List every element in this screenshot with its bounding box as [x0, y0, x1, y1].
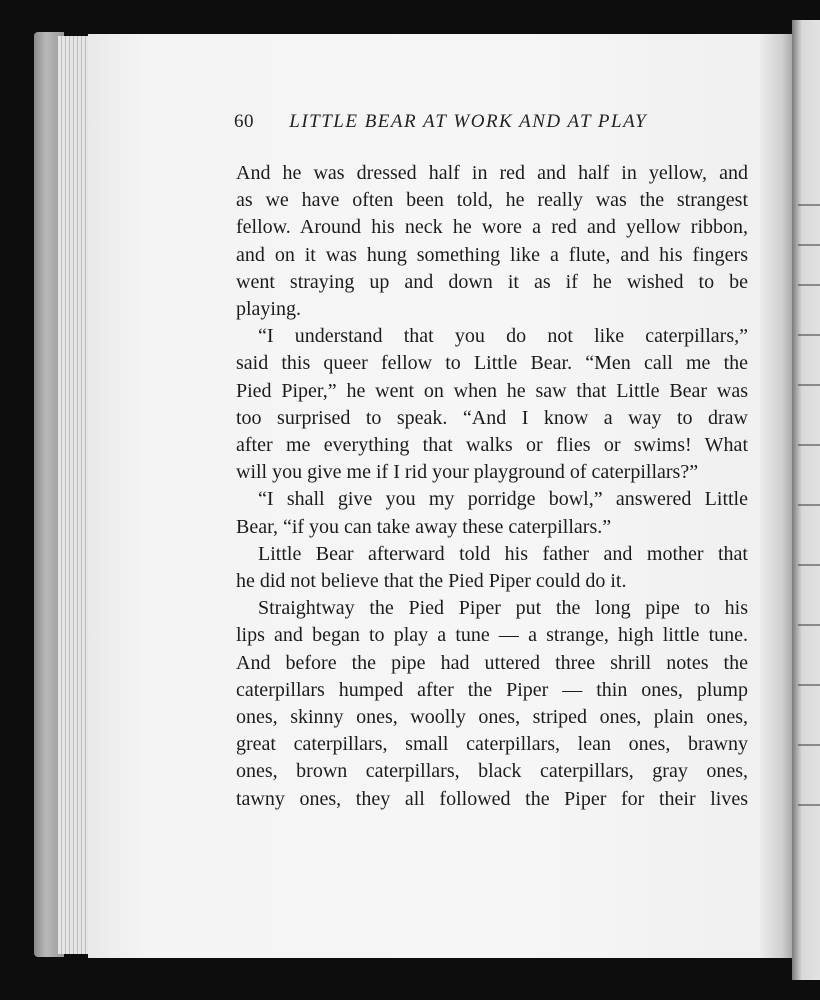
facing-text-bleed — [798, 670, 820, 686]
facing-text-bleed — [798, 320, 820, 336]
paragraph — [236, 160, 748, 323]
text-line: “I shall give you my porridge bowl,” answered Little — [258, 488, 748, 511]
paragraph — [236, 595, 748, 813]
facing-text-bleed — [798, 370, 820, 386]
text-line: after me everything that walks or flies or swims! What — [236, 434, 748, 457]
facing-text-bleed — [798, 230, 820, 246]
paragraph — [236, 323, 748, 486]
facing-text-bleed — [798, 730, 820, 746]
paragraph — [236, 486, 748, 540]
text-line: said this queer fellow to Little Bear. “Men call me the — [236, 352, 748, 375]
facing-text-bleed — [798, 610, 820, 626]
facing-text-bleed — [798, 790, 820, 806]
facing-text-bleed — [798, 190, 820, 206]
text-line: ones, brown caterpillars, black caterpillars, gray ones, — [236, 760, 748, 783]
text-line: playing. — [236, 298, 301, 321]
text-line: fellow. Around his neck he wore a red and yellow ribbon, — [236, 216, 748, 239]
text-line: tawny ones, they all followed the Piper for their lives — [236, 787, 748, 810]
page-edges — [58, 36, 90, 954]
text-line: went straying up and down it as if he wished to be — [236, 270, 748, 293]
text-line: And before the pipe had uttered three shrill notes the — [236, 651, 748, 674]
text-line: he did not believe that the Pied Piper could do it. — [236, 570, 627, 593]
facing-page-edge — [792, 20, 820, 980]
body-text — [236, 160, 748, 813]
running-header — [234, 111, 694, 133]
text-line: “I understand that you do not like caterpillars,” — [258, 325, 748, 348]
text-line: Pied Piper,” he went on when he saw that Little Bear was — [236, 379, 748, 402]
text-line: as we have often been told, he really was the strangest — [236, 189, 748, 212]
paragraph — [236, 541, 748, 595]
text-line: lips and began to play a tune — a strange, high little tune. — [236, 624, 748, 647]
facing-text-bleed — [798, 270, 820, 286]
text-line: And he was dressed half in red and half in yellow, and — [236, 162, 748, 184]
facing-text-bleed — [798, 550, 820, 566]
facing-text-bleed — [798, 430, 820, 446]
text-line: and on it was hung something like a flute, and his fingers — [236, 243, 748, 266]
page-number: 60 — [234, 111, 254, 132]
facing-text-bleed — [798, 490, 820, 506]
text-line: too surprised to speak. “And I know a way to draw — [236, 406, 748, 429]
text-line: ones, skinny ones, woolly ones, striped ones, plain ones, — [236, 706, 748, 729]
text-line: Little Bear afterward told his father and mother that — [258, 542, 748, 565]
text-line: will you give me if I rid your playground of caterpillars?” — [236, 461, 699, 484]
text-line: caterpillars humped after the Piper — thin ones, plump — [236, 678, 748, 701]
book-title: LITTLE BEAR AT WORK AND AT PLAY — [289, 111, 648, 132]
text-line: Straightway the Pied Piper put the long pipe to his — [258, 597, 748, 620]
text-line: great caterpillars, small caterpillars, lean ones, brawny — [236, 733, 748, 756]
text-line: Bear, “if you can take away these caterpillars.” — [236, 515, 612, 538]
